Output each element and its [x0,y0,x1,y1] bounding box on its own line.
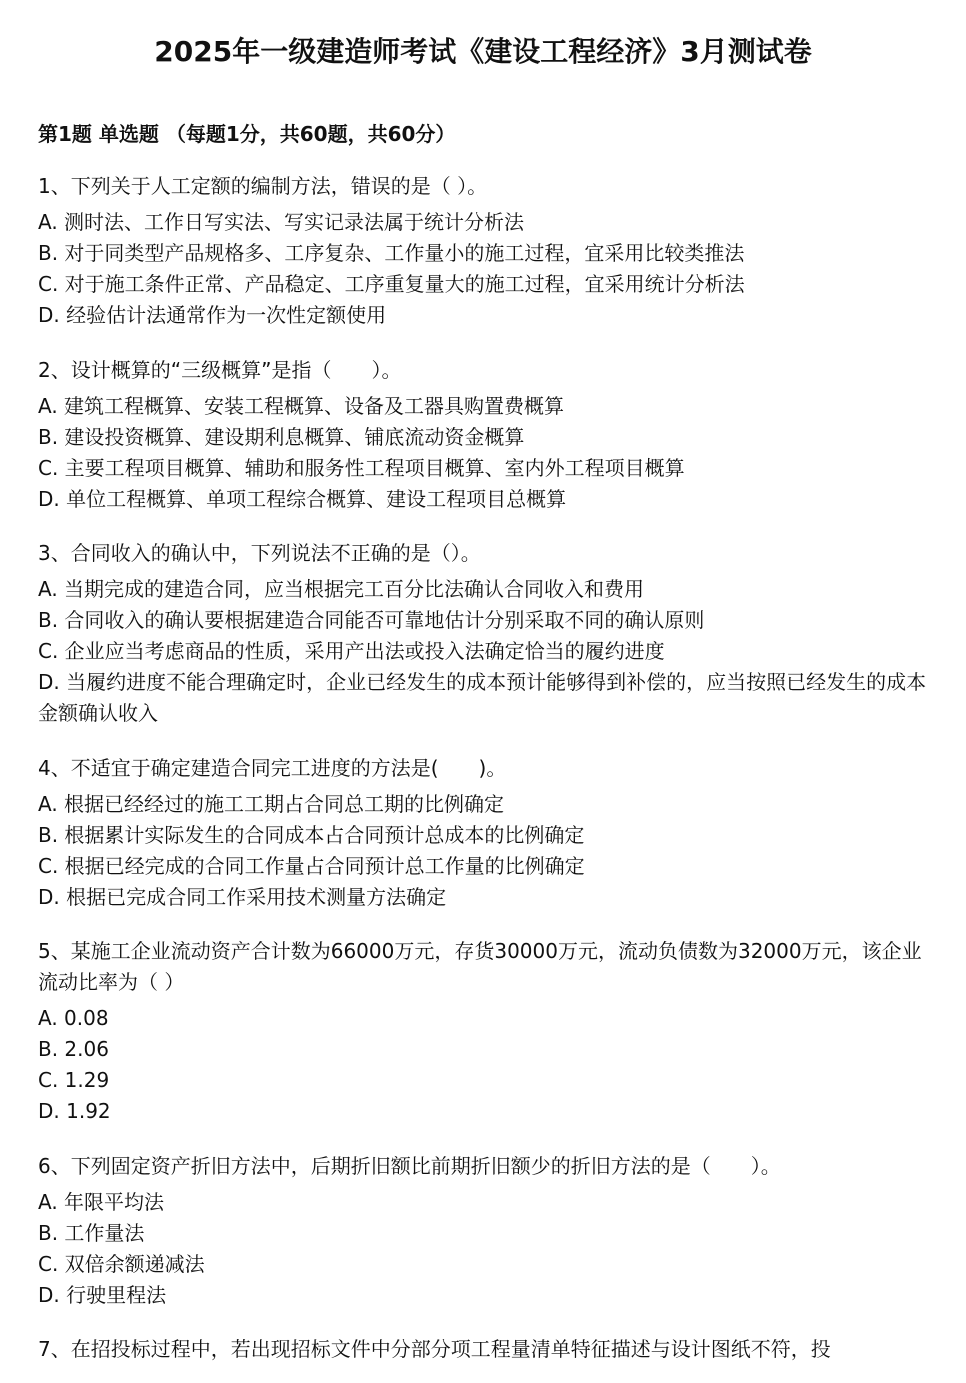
section-heading: 第1题 单选题 （每题1分，共60题，共60分） [38,122,456,146]
question-6 [38,1151,940,1311]
option-a: A. 年限平均法 [38,1190,165,1214]
option-d: D. 行驶里程法 [38,1283,167,1307]
option-b: B. 2.06 [38,1037,109,1061]
question-text: 4、不适宜于确定建造合同完工进度的方法是( )。 [38,756,507,780]
option-a: A. 当期完成的建造合同，应当根据完工百分比法确认合同收入和费用 [38,577,645,601]
option-b: B. 根据累计实际发生的合同成本占合同预计总成本的比例确定 [38,823,585,847]
option-b: B. 建设投资概算、建设期利息概算、铺底流动资金概算 [38,425,525,449]
option-c: C. 对于施工条件正常、产品稳定、工序重复量大的施工过程，宜采用统计分析法 [38,272,745,296]
question-text: 2、设计概算的“三级概算”是指（ ）。 [38,358,402,382]
option-b: B. 工作量法 [38,1221,145,1245]
option-a: A. 0.08 [38,1006,109,1030]
option-d: D. 经验估计法通常作为一次性定额使用 [38,303,387,327]
question-text: 1、下列关于人工定额的编制方法，错误的是（ ）。 [38,174,488,198]
question-3 [38,538,940,729]
option-c: C. 企业应当考虑商品的性质，采用产出法或投入法确定恰当的履约进度 [38,639,665,663]
option-d: D. 根据已完成合同工作采用技术测量方法确定 [38,885,447,909]
question-5 [38,936,940,1127]
question-text: 7、在招投标过程中，若出现招标文件中分部分项工程量清单特征描述与设计图纸不符，投 [38,1337,831,1361]
option-a: A. 根据已经经过的施工工期占合同总工期的比例确定 [38,792,505,816]
option-b: B. 对于同类型产品规格多、工序复杂、工作量小的施工过程，宜采用比较类推法 [38,241,745,265]
question-2 [38,355,940,515]
option-d: D. 当履约进度不能合理确定时，企业已经发生的成本预计能够得到补偿的，应当按照已经发生的成本金额确认收入 [38,670,927,725]
question-text: 6、下列固定资产折旧方法中，后期折旧额比前期折旧额少的折旧方法的是（ ）。 [38,1154,781,1178]
question-7 [38,1334,940,1370]
option-c: C. 主要工程项目概算、辅助和服务性工程项目概算、室内外工程项目概算 [38,456,685,480]
question-4 [38,753,940,913]
option-c: C. 1.29 [38,1068,110,1092]
question-1 [38,171,940,331]
option-a: A. 测时法、工作日写实法、写实记录法属于统计分析法 [38,210,525,234]
option-c: C. 双倍余额递减法 [38,1252,205,1276]
option-a: A. 建筑工程概算、安装工程概算、设备及工器具购置费概算 [38,394,565,418]
option-d: D. 1.92 [38,1099,111,1123]
document-title: 2025年一级建造师考试《建设工程经济》3月测试卷 [154,35,812,68]
question-text: 3、合同收入的确认中，下列说法不正确的是（）。 [38,541,481,565]
option-d: D. 单位工程概算、单项工程综合概算、建设工程项目总概算 [38,487,567,511]
question-text: 5、某施工企业流动资产合计数为66000万元，存货30000万元，流动负债数为32000万元，该企业流动比率为（ ） [38,939,922,994]
option-b: B. 合同收入的确认要根据建造合同能否可靠地估计分别采取不同的确认原则 [38,608,705,632]
option-c: C. 根据已经完成的合同工作量占合同预计总工作量的比例确定 [38,854,585,878]
